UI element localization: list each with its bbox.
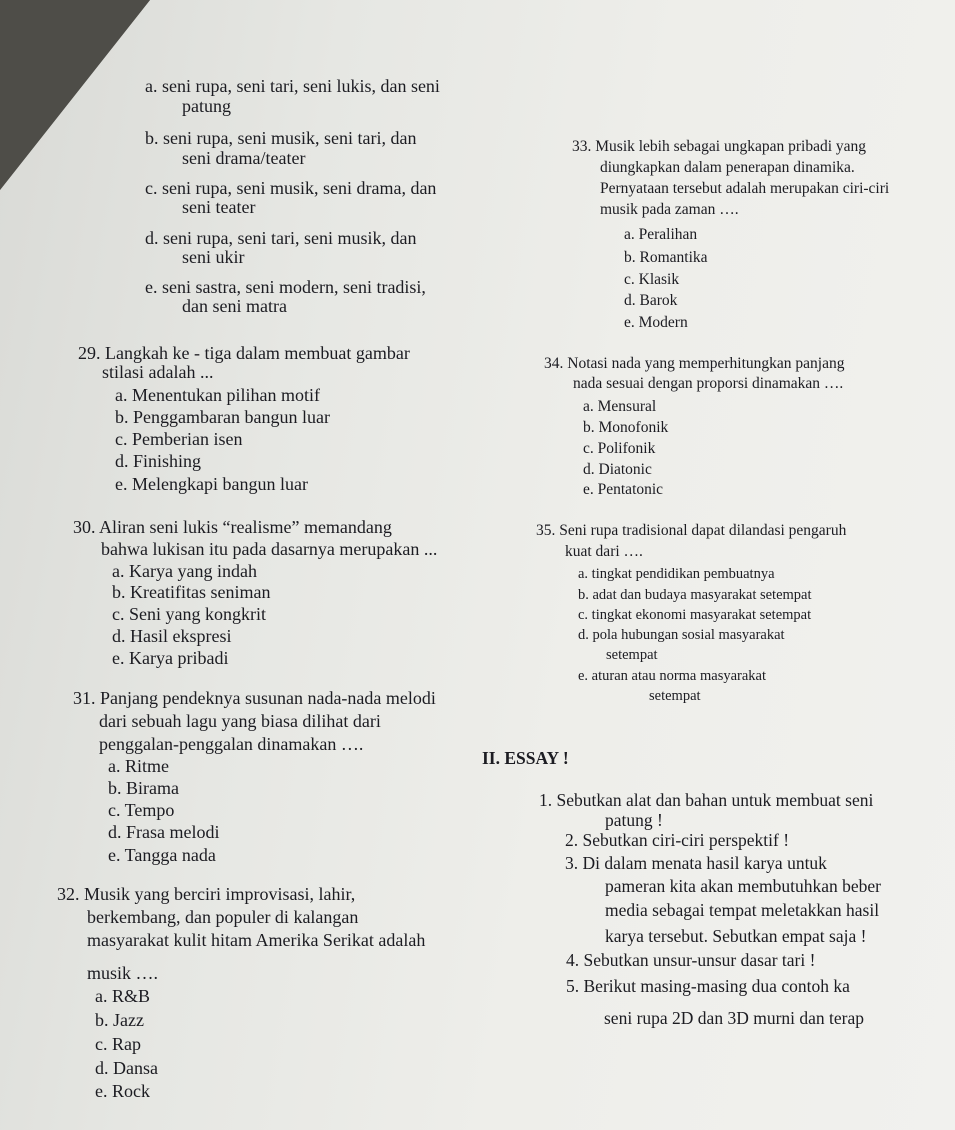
question-text-line2: kuat dari …. bbox=[565, 543, 643, 560]
option-e-line1: e. seni sastra, seni modern, seni tradisi, bbox=[145, 277, 426, 297]
option-c: c. Polifonik bbox=[583, 440, 656, 457]
question-text-line1: 29. Langkah ke - tiga dalam membuat gambar bbox=[78, 343, 410, 363]
question-text-line4: musik pada zaman …. bbox=[600, 201, 739, 218]
option-b-line1: b. seni rupa, seni musik, seni tari, dan bbox=[145, 128, 417, 148]
question-text-line4: musik …. bbox=[87, 963, 159, 983]
question-text-line1: 32. Musik yang berciri improvisasi, lahir, bbox=[57, 884, 356, 904]
option-c: c. Pemberian isen bbox=[115, 429, 243, 449]
question-text-line2: dari sebuah lagu yang biasa dilihat dari bbox=[99, 711, 381, 731]
question-text-line2: nada sesuai dengan proporsi dinamakan …. bbox=[573, 375, 844, 392]
option-d-line1: d. seni rupa, seni tari, seni musik, dan bbox=[145, 228, 417, 248]
essay-item-3-line3: media sebagai tempat meletakkan hasil bbox=[605, 900, 880, 920]
option-c: c. Klasik bbox=[624, 271, 680, 288]
essay-item-1-line1: 1. Sebutkan alat dan bahan untuk membuat seni bbox=[539, 790, 874, 810]
option-c-line1: c. seni rupa, seni musik, seni drama, dan bbox=[145, 178, 437, 198]
option-b: b. Jazz bbox=[95, 1010, 144, 1030]
question-text-line1: 31. Panjang pendeknya susunan nada-nada melodi bbox=[73, 688, 436, 708]
essay-item-3-line1: 3. Di dalam menata hasil karya untuk bbox=[565, 853, 827, 873]
essay-item-2: 2. Sebutkan ciri-ciri perspektif ! bbox=[565, 830, 790, 850]
option-a: a. Ritme bbox=[108, 756, 169, 776]
question-text-line2: stilasi adalah ... bbox=[102, 362, 214, 382]
option-e: e. Pentatonic bbox=[583, 481, 664, 498]
option-d: d. Barok bbox=[624, 292, 678, 309]
option-b: b. Birama bbox=[108, 778, 179, 798]
option-d-line2: seni ukir bbox=[182, 247, 245, 267]
option-d-line1: d. pola hubungan sosial masyarakat bbox=[578, 627, 785, 643]
option-d: d. Hasil ekspresi bbox=[112, 626, 232, 646]
background-shadow bbox=[0, 0, 150, 190]
option-a: a. Peralihan bbox=[624, 226, 698, 243]
question-text-line3: Pernyataan tersebut adalah merupakan ciri-ciri bbox=[600, 180, 890, 197]
essay-heading: II. ESSAY ! bbox=[482, 748, 569, 768]
question-text-line2: diungkapkan dalam penerapan dinamika. bbox=[600, 159, 855, 176]
option-a-line1: a. seni rupa, seni tari, seni lukis, dan seni bbox=[145, 76, 440, 96]
option-e-line2: setempat bbox=[649, 688, 701, 704]
question-text-line3: penggalan-penggalan dinamakan …. bbox=[99, 734, 364, 754]
option-b: b. Romantika bbox=[624, 249, 708, 266]
option-c: c. Tempo bbox=[108, 800, 175, 820]
option-e-line1: e. aturan atau norma masyarakat bbox=[578, 668, 767, 684]
option-e: e. Karya pribadi bbox=[112, 648, 229, 668]
option-d: d. Diatonic bbox=[583, 461, 652, 478]
question-text-line1: 30. Aliran seni lukis “realisme” memandang bbox=[73, 517, 392, 537]
essay-item-1-line2: patung ! bbox=[605, 810, 663, 830]
question-text-line2: bahwa lukisan itu pada dasarnya merupakan ... bbox=[101, 539, 438, 559]
option-a: a. tingkat pendidikan pembuatnya bbox=[578, 566, 775, 582]
essay-item-5-line2: seni rupa 2D dan 3D murni dan terap bbox=[604, 1008, 864, 1028]
option-a: a. Menentukan pilihan motif bbox=[115, 385, 320, 405]
question-text-line1: 33. Musik lebih sebagai ungkapan pribadi yang bbox=[572, 138, 867, 155]
question-text-line3: masyarakat kulit hitam Amerika Serikat adalah bbox=[87, 930, 426, 950]
option-e: e. Melengkapi bangun luar bbox=[115, 474, 308, 494]
question-text-line1: 35. Seni rupa tradisional dapat dilandasi pengaruh bbox=[536, 522, 847, 539]
option-a: a. Mensural bbox=[583, 398, 657, 415]
option-e-line2: dan seni matra bbox=[182, 296, 287, 316]
option-d-line2: setempat bbox=[606, 647, 658, 663]
option-b: b. Monofonik bbox=[583, 419, 669, 436]
option-d: d. Frasa melodi bbox=[108, 822, 220, 842]
option-b-line2: seni drama/teater bbox=[182, 148, 306, 168]
option-c: c. Seni yang kongkrit bbox=[112, 604, 266, 624]
question-text-line2: berkembang, dan populer di kalangan bbox=[87, 907, 359, 927]
option-a: a. Karya yang indah bbox=[112, 561, 257, 581]
option-c-line2: seni teater bbox=[182, 197, 256, 217]
essay-item-3-line2: pameran kita akan membutuhkan beber bbox=[605, 876, 882, 896]
option-e: e. Tangga nada bbox=[108, 845, 216, 865]
option-d: d. Dansa bbox=[95, 1058, 158, 1078]
essay-item-5-line1: 5. Berikut masing-masing dua contoh ka bbox=[566, 976, 850, 996]
option-a: a. R&B bbox=[95, 986, 151, 1006]
option-b: b. Penggambaran bangun luar bbox=[115, 407, 330, 427]
question-text-line1: 34. Notasi nada yang memperhitungkan panjang bbox=[544, 355, 845, 372]
option-c: c. tingkat ekonomi masyarakat setempat bbox=[578, 607, 812, 623]
option-c: c. Rap bbox=[95, 1034, 141, 1054]
essay-item-4: 4. Sebutkan unsur-unsur dasar tari ! bbox=[566, 950, 816, 970]
option-b: b. adat dan budaya masyarakat setempat bbox=[578, 587, 812, 603]
option-a-line2: patung bbox=[182, 96, 231, 116]
option-b: b. Kreatifitas seniman bbox=[112, 582, 271, 602]
option-d: d. Finishing bbox=[115, 451, 202, 471]
option-e: e. Rock bbox=[95, 1081, 150, 1101]
essay-item-3-line4: karya tersebut. Sebutkan empat saja ! bbox=[605, 926, 867, 946]
option-e: e. Modern bbox=[624, 314, 688, 331]
